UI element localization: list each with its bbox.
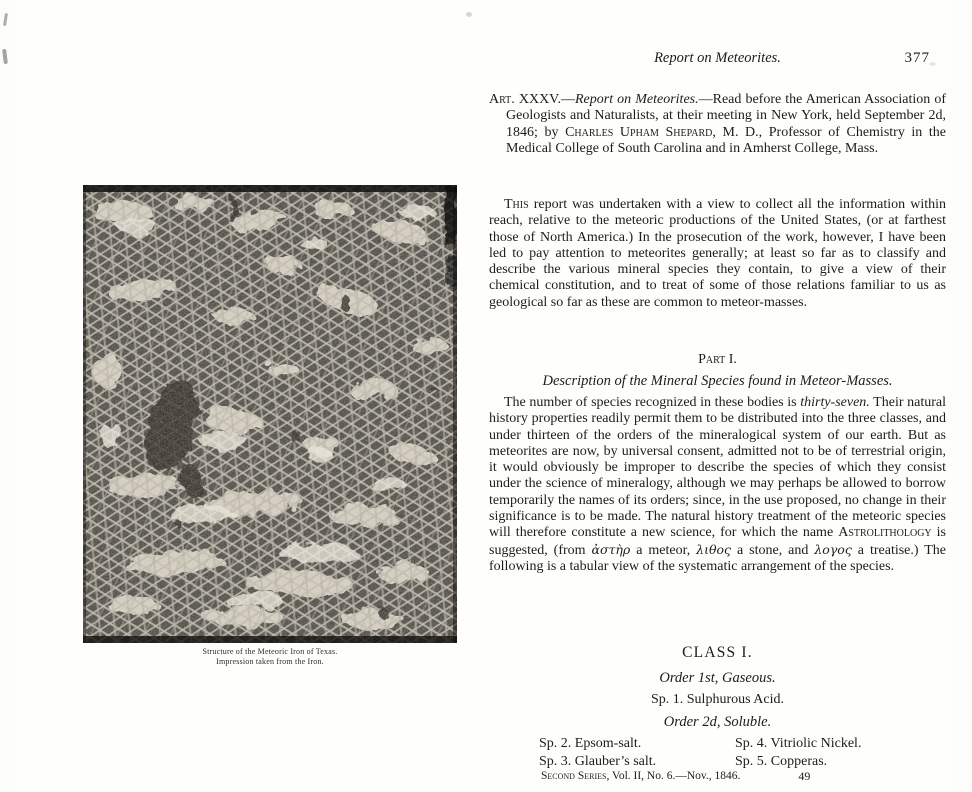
intro-paragraph: This report was undertaken with a view to collect all the information within reach, relative to the meteoric productions of the United States, (or at farthest those of North America.) In the prosecution of the work, however, I have been led to pay attention to meteorites generally; at least so far as to classify and describe the various mineral species they contain, to give a view of their chemical constitution, and to treat of some of those relations familiar to us as geological so far as these are common to meteor-masses. bbox=[489, 197, 946, 310]
species-item: Sp. 4. Vitriolic Nickel. bbox=[735, 736, 862, 751]
article-heading-paragraph: Art. XXXV.—Report on Meteorites.—Read before the American Association of Geologists and Naturalists, at their meeting in New York, held September 2d, 1846; by Charles Upham Shepard, M. D., Professor of Chemistry in the Medical College of South Carolina and in Amherst College, Mass. bbox=[489, 92, 947, 156]
article-title: Report on Meteorites. bbox=[575, 92, 699, 107]
text-column bbox=[489, 0, 946, 792]
species-item: Sp. 2. Epsom-salt. bbox=[539, 736, 642, 751]
figure-caption-line-1: Structure of the Meteoric Iron of Texas. bbox=[202, 647, 338, 656]
series-label: Second Series, bbox=[541, 770, 610, 782]
scan-artifact bbox=[3, 13, 8, 26]
species-grid bbox=[539, 736, 946, 770]
main-paragraph: The number of species recognized in these bodies is thirty-seven. Their natural history properties readily permit them to be distributed into the three classes, and under thirteen of the orders of the mineralogical system of our earth. But as meteorites are now, by universal consent, admitted not to be of terrestrial origin, it would obviously be improper to describe the species of which they consist under the science of mineralogy, although we may perhaps be allowed to borrow temporarily the names of its orders; since, in the use proposed, no change in their significance is to be made. The natural history treatment of the meteoric species will therefore constitute a new science, for which the name Astrolithology is suggested, (from ἀστὴρ a meteor, λιθος a stone, and λογος a treatise.) The following is a tabular view of the systematic arrangement of the species. bbox=[489, 395, 947, 574]
page-number: 377 bbox=[904, 50, 930, 66]
scan-artifact bbox=[466, 12, 472, 17]
part-subtitle: Description of the Mineral Species found in Meteor-Masses. bbox=[542, 373, 893, 389]
species-item: Sp. 3. Glauber’s salt. bbox=[539, 754, 657, 769]
greek-word-lithos: λιθος bbox=[696, 541, 732, 557]
greek-word-logos: λογος bbox=[814, 541, 852, 557]
species-1: Sp. 1. Sulphurous Acid. bbox=[650, 692, 784, 707]
species-item: Sp. 5. Copperas. bbox=[735, 754, 828, 769]
class-heading: CLASS I. bbox=[682, 644, 753, 661]
order-2-heading: Order 2d, Soluble. bbox=[663, 714, 772, 730]
running-head bbox=[489, 50, 946, 68]
signature-number: 49 bbox=[798, 769, 811, 783]
greek-word-aster: ἀστὴρ bbox=[591, 541, 631, 557]
order-1-heading: Order 1st, Gaseous. bbox=[659, 670, 776, 686]
article-label: Art. XXXV. bbox=[489, 92, 561, 107]
scan-artifact bbox=[2, 49, 8, 64]
meteoric-iron-plate-image bbox=[83, 185, 457, 643]
running-title: Report on Meteorites. bbox=[654, 50, 781, 66]
figure-caption bbox=[83, 647, 457, 666]
coined-term: Astrolithology bbox=[838, 525, 932, 541]
figure-caption-line-2: Impression taken from the Iron. bbox=[216, 656, 324, 666]
author-name: Charles Upham Shepard bbox=[565, 124, 713, 140]
part-heading: Part I. bbox=[698, 352, 737, 367]
journal-footer: Second Series, Vol. II, No. 6.—Nov., 1846. 49 bbox=[541, 769, 811, 783]
